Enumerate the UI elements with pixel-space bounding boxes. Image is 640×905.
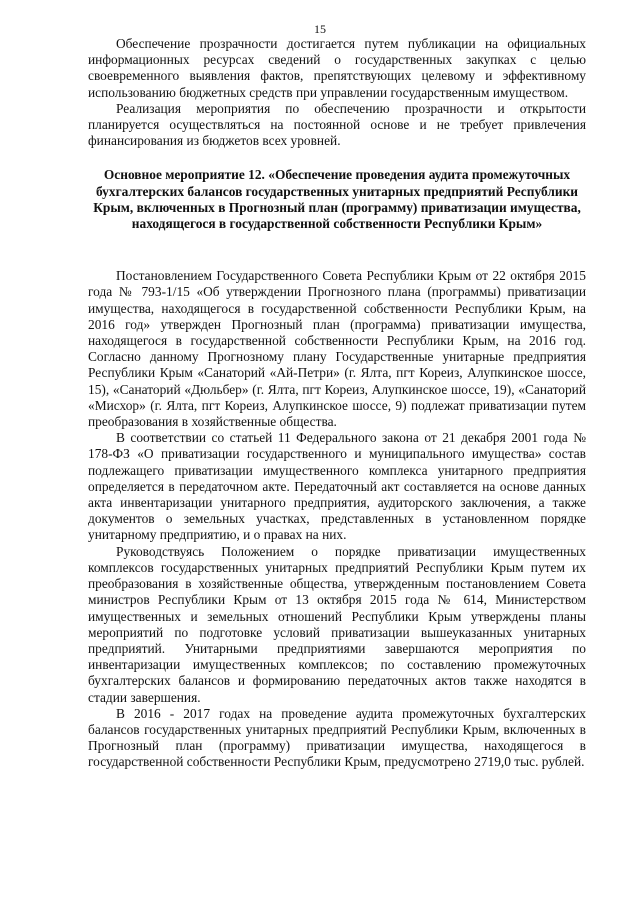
document-body	[88, 36, 586, 771]
paragraph-regulation: Руководствуясь Положением о порядке приватизации имущественных комплексов государственных унитарных предприятий Республики Крым путем их преобразования в хозяйственные общества, утвержденным постановлением Совета министров Республики Крым от 13 октября 2015 года № 614, Министерством имущественных и земельных отношений Республики Крым утверждены планы мероприятий по подготовке условий приватизации вышеуказанных унитарных предприятий. Унитарными предприятиями завершаются мероприятия по инвентаризации имущественных комплексов; по составлению промежуточных бухгалтерских балансов и формированию передаточных актов также находятся в стадии завершения.	[88, 543, 586, 705]
paragraph-resolution: Постановлением Государственного Совета Республики Крым от 22 октября 2015 года № 793-1/15 «Об утверждении Прогнозного плана (программы) приватизации имущества, находящегося в государственной собственности Республики Крым, на 2016 год» утвержден Прогнозный план (программа) приватизации имущества, находящегося в государственной собственности Республики Крым, на 2016 год. Согласно данному Прогнозному плану Государственные унитарные предприятия Республики Крым «Санаторий «Ай-Петри» (г. Ялта, пгт Кореиз, Алупкинское шоссе, 15), «Санаторий «Дюльбер» (г. Ялта, пгт Кореиз, Алупкинское шоссе, 19), «Санаторий «Мисхор» (г. Ялта, пгт Кореиз, Алупкинское шоссе, 9) подлежат приватизации путем преобразования в хозяйственные общества.	[88, 268, 586, 430]
paragraph-implementation: Реализация мероприятия по обеспечению прозрачности и открытости планируется осуществляться на постоянной основе и не требует привлечения финансирования из бюджетов всех уровней.	[88, 100, 586, 149]
section-title: Основное мероприятие 12. «Обеспечение проведения аудита промежуточных бухгалтерских балансов государственных унитарных предприятий Республики Крым, включенных в Прогнозный план (программу) приватизации имущества, находящегося в государственной собственности Республики Крым»	[93, 167, 581, 232]
page-number: 15	[314, 22, 326, 36]
paragraph-transparency: Обеспечение прозрачности достигается путем публикации на официальных информационных ресурсах сведений о государственных закупках с целью своевременного выявления фактов, препятствующих целевому и эффективному использованию бюджетных средств при управлении государственным имуществом.	[88, 36, 586, 100]
paragraph-federal-law: В соответствии со статьей 11 Федерального закона от 21 декабря 2001 года № 178-ФЗ «О приватизации государственного и муниципального имущества» состав подлежащего приватизации имущественного комплекса унитарного предприятия определяется в передаточном акте. Передаточный акт составляется на основе данных акта инвентаризации унитарного предприятия, аудиторского заключения, а также документов о земельных участках, представленных в установленном порядке унитарному предприятию, и о правах на них.	[88, 430, 586, 543]
paragraph-funding: В 2016 - 2017 годах на проведение аудита промежуточных бухгалтерских балансов государственных унитарных предприятий Республики Крым, включенных в Прогнозный план (программу) приватизации имущества, находящегося в государственной собственности Республики Крым, предусмотрено 2719,0 тыс. рублей.	[88, 705, 586, 770]
